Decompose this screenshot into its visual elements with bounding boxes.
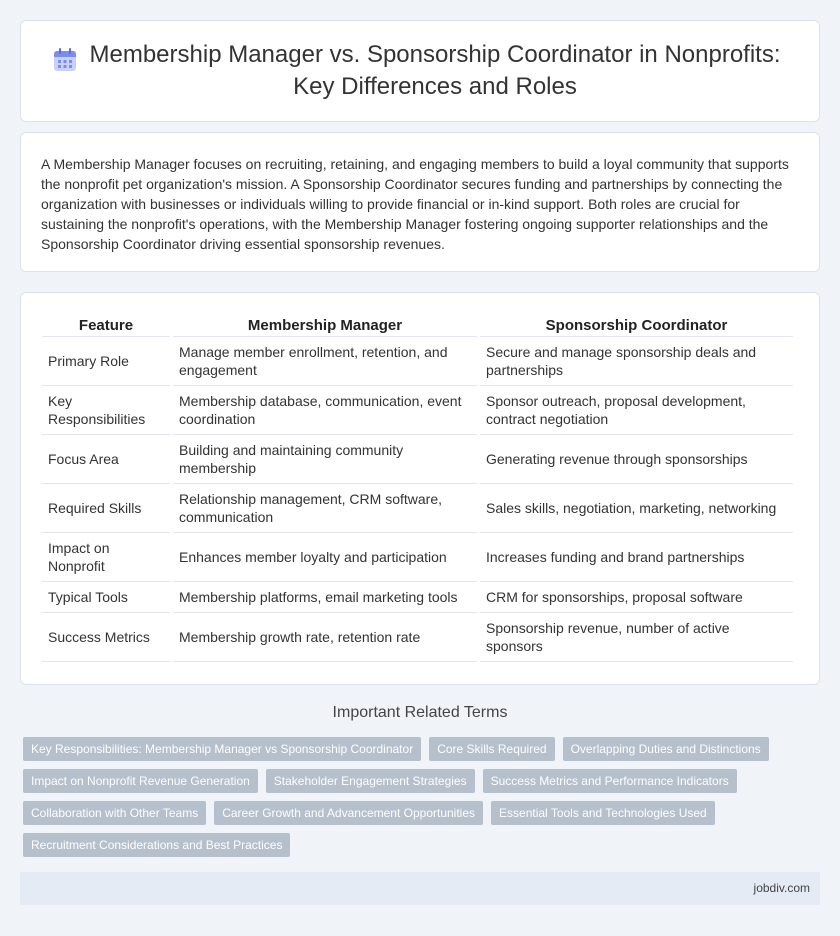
table-row (42, 435, 793, 484)
header-feature: Feature (42, 315, 170, 337)
table-row (42, 533, 793, 582)
related-term-tag[interactable]: Overlapping Duties and Distinctions (563, 737, 769, 761)
sponsorship-coordinator-cell: Sponsorship revenue, number of active sponsors (480, 613, 793, 662)
related-term-tag[interactable]: Stakeholder Engagement Strategies (266, 769, 475, 793)
related-term-tag[interactable]: Key Responsibilities: Membership Manager vs Sponsorship Coordinator (23, 737, 421, 761)
table-row (42, 386, 793, 435)
sponsorship-coordinator-cell: Sales skills, negotiation, marketing, networking (480, 484, 793, 533)
page-title: Membership Manager vs. Sponsorship Coordinator in Nonprofits: Key Differences and Roles (89, 41, 781, 100)
feature-cell: Typical Tools (42, 582, 170, 613)
table-row (42, 337, 793, 386)
feature-cell: Impact on Nonprofit (42, 533, 170, 582)
feature-cell: Primary Role (42, 337, 170, 386)
header-membership-manager: Membership Manager (173, 315, 477, 337)
comparison-table-card (20, 292, 820, 685)
sponsorship-coordinator-cell: CRM for sponsorships, proposal software (480, 582, 793, 613)
header-card (20, 20, 820, 122)
comparison-table (39, 315, 796, 662)
related-term-tag[interactable]: Impact on Nonprofit Revenue Generation (23, 769, 258, 793)
membership-manager-cell: Relationship management, CRM software, communication (173, 484, 477, 533)
membership-manager-cell: Membership database, communication, event coordination (173, 386, 477, 435)
related-term-tag[interactable]: Core Skills Required (429, 737, 554, 761)
membership-manager-cell: Building and maintaining community membership (173, 435, 477, 484)
header-sponsorship-coordinator: Sponsorship Coordinator (480, 315, 793, 337)
sponsorship-coordinator-cell: Generating revenue through sponsorships (480, 435, 793, 484)
membership-manager-cell: Enhances member loyalty and participation (173, 533, 477, 582)
sponsorship-coordinator-cell: Increases funding and brand partnerships (480, 533, 793, 582)
membership-manager-cell: Manage member enrollment, retention, and engagement (173, 337, 477, 386)
table-header-row (42, 315, 793, 337)
related-terms-tags (23, 737, 813, 857)
feature-cell: Focus Area (42, 435, 170, 484)
related-term-tag[interactable]: Collaboration with Other Teams (23, 801, 206, 825)
related-term-tag[interactable]: Essential Tools and Technologies Used (491, 801, 715, 825)
footer-site-link[interactable]: jobdiv.com (753, 881, 810, 895)
feature-cell: Success Metrics (42, 613, 170, 662)
membership-manager-cell: Membership platforms, email marketing tools (173, 582, 477, 613)
table-row (42, 613, 793, 662)
related-term-tag[interactable]: Success Metrics and Performance Indicators (483, 769, 737, 793)
intro-card (20, 132, 820, 272)
table-row (42, 582, 793, 613)
feature-cell: Key Responsibilities (42, 386, 170, 435)
related-term-tag[interactable]: Recruitment Considerations and Best Practices (23, 833, 290, 857)
feature-cell: Required Skills (42, 484, 170, 533)
related-term-tag[interactable]: Career Growth and Advancement Opportunities (214, 801, 483, 825)
membership-manager-cell: Membership growth rate, retention rate (173, 613, 477, 662)
sponsorship-coordinator-cell: Sponsor outreach, proposal development, contract negotiation (480, 386, 793, 435)
footer (20, 872, 820, 905)
table-row (42, 484, 793, 533)
intro-paragraph: A Membership Manager focuses on recruiting, retaining, and engaging members to build a loyal community that supports the nonprofit pet organization's mission. A Sponsorship Coordinator secures funding and partnerships by connecting the organization with businesses or individuals willing to provide financial or in-kind support. Both roles are crucial for sustaining the nonprofit's operations, with the Membership Manager fostering ongoing supporter relationships and the Sponsorship Coordinator driving essential sponsorship revenues. (41, 156, 789, 252)
related-terms-title: Important Related Terms (332, 704, 508, 721)
sponsorship-coordinator-cell: Secure and manage sponsorship deals and partnerships (480, 337, 793, 386)
